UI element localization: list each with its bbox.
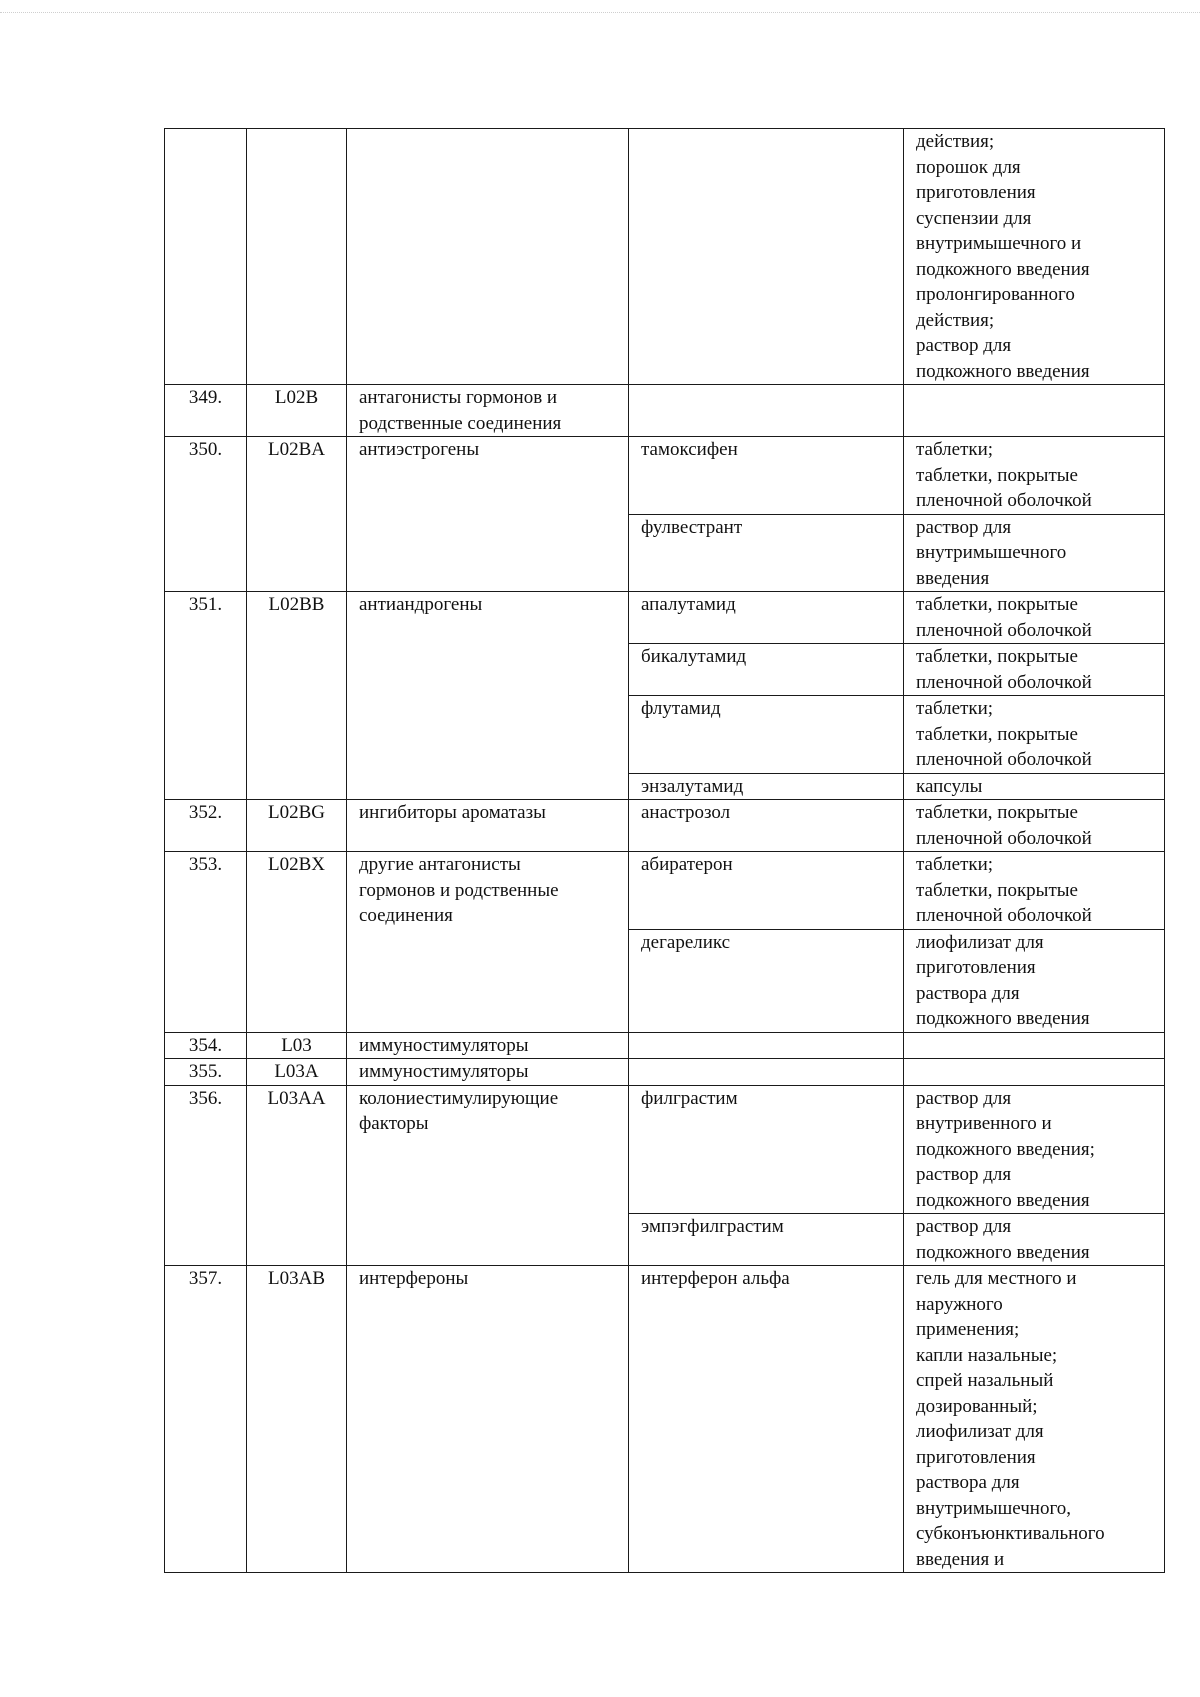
dosage-form: лиофилизат для приготовления раствора для подкожного введения (904, 929, 1165, 1032)
row-number: 356. (165, 1085, 247, 1266)
dosage-form: таблетки, покрытые пленочной оболочкой (904, 800, 1165, 852)
row-number: 353. (165, 852, 247, 1033)
drug-name: фулвестрант (629, 514, 904, 592)
row-number: 350. (165, 437, 247, 592)
table-row (165, 129, 1165, 385)
atc-code (247, 129, 347, 385)
atc-code: L02BX (247, 852, 347, 1033)
dosage-form: раствор для внутривенного и подкожного введения; раствор для подкожного введения (904, 1085, 1165, 1214)
dosage-form: таблетки; таблетки, покрытые пленочной оболочкой (904, 852, 1165, 930)
table-row (165, 1085, 1165, 1214)
drug-name (629, 1059, 904, 1086)
dosage-form: раствор для внутримышечного введения (904, 514, 1165, 592)
table-row (165, 385, 1165, 437)
group-name: колониестимулирующие факторы (347, 1085, 629, 1266)
dosage-form (904, 1059, 1165, 1086)
table-row (165, 592, 1165, 644)
drug-name: абиратерон (629, 852, 904, 930)
atc-code: L02BA (247, 437, 347, 592)
table-row (165, 437, 1165, 515)
group-name: ингибиторы ароматазы (347, 800, 629, 852)
dosage-form: таблетки, покрытые пленочной оболочкой (904, 644, 1165, 696)
row-number: 349. (165, 385, 247, 437)
dosage-form (904, 1032, 1165, 1059)
drug-name: флутамид (629, 696, 904, 774)
atc-code: L03AA (247, 1085, 347, 1266)
row-number: 357. (165, 1266, 247, 1573)
drug-name (629, 385, 904, 437)
atc-code: L02BG (247, 800, 347, 852)
drug-list-table (164, 128, 1165, 1573)
atc-code: L03AB (247, 1266, 347, 1573)
atc-code: L03A (247, 1059, 347, 1086)
row-number: 352. (165, 800, 247, 852)
dosage-form: таблетки, покрытые пленочной оболочкой (904, 592, 1165, 644)
group-name: антагонисты гормонов и родственные соединения (347, 385, 629, 437)
drug-name: анастрозол (629, 800, 904, 852)
row-number: 354. (165, 1032, 247, 1059)
drug-name (629, 129, 904, 385)
atc-code: L02B (247, 385, 347, 437)
drug-name: бикалутамид (629, 644, 904, 696)
dosage-form: раствор для подкожного введения (904, 1214, 1165, 1266)
drug-name: дегареликс (629, 929, 904, 1032)
group-name: антиэстрогены (347, 437, 629, 592)
group-name: иммуностимуляторы (347, 1032, 629, 1059)
drug-name (629, 1032, 904, 1059)
drug-name: интерферон альфа (629, 1266, 904, 1573)
dosage-form: капсулы (904, 773, 1165, 800)
dosage-form: таблетки; таблетки, покрытые пленочной оболочкой (904, 696, 1165, 774)
table-row (165, 1032, 1165, 1059)
atc-code: L02BB (247, 592, 347, 800)
row-number: 351. (165, 592, 247, 800)
drug-name: энзалутамид (629, 773, 904, 800)
drug-name: апалутамид (629, 592, 904, 644)
table-row (165, 1059, 1165, 1086)
row-number (165, 129, 247, 385)
table-row (165, 800, 1165, 852)
group-name: антиандрогены (347, 592, 629, 800)
drug-name: тамоксифен (629, 437, 904, 515)
dosage-form (904, 385, 1165, 437)
table-row (165, 852, 1165, 930)
atc-code: L03 (247, 1032, 347, 1059)
group-name: другие антагонисты гормонов и родственные соединения (347, 852, 629, 1033)
scan-edge-line (0, 12, 1200, 13)
row-number: 355. (165, 1059, 247, 1086)
group-name (347, 129, 629, 385)
table-row (165, 1266, 1165, 1573)
dosage-form: таблетки; таблетки, покрытые пленочной оболочкой (904, 437, 1165, 515)
drug-name: эмпэгфилграстим (629, 1214, 904, 1266)
dosage-form: гель для местного и наружного применения; капли назальные; спрей назальный дозированный; лиофилизат для приготовления раствора для внутримышечного, субконъюнктивального введения и (904, 1266, 1165, 1573)
dosage-form: действия; порошок для приготовления суспензии для внутримышечного и подкожного введения пролонгированного действия; раствор для подкожного введения (904, 129, 1165, 385)
group-name: иммуностимуляторы (347, 1059, 629, 1086)
group-name: интерфероны (347, 1266, 629, 1573)
drug-name: филграстим (629, 1085, 904, 1214)
